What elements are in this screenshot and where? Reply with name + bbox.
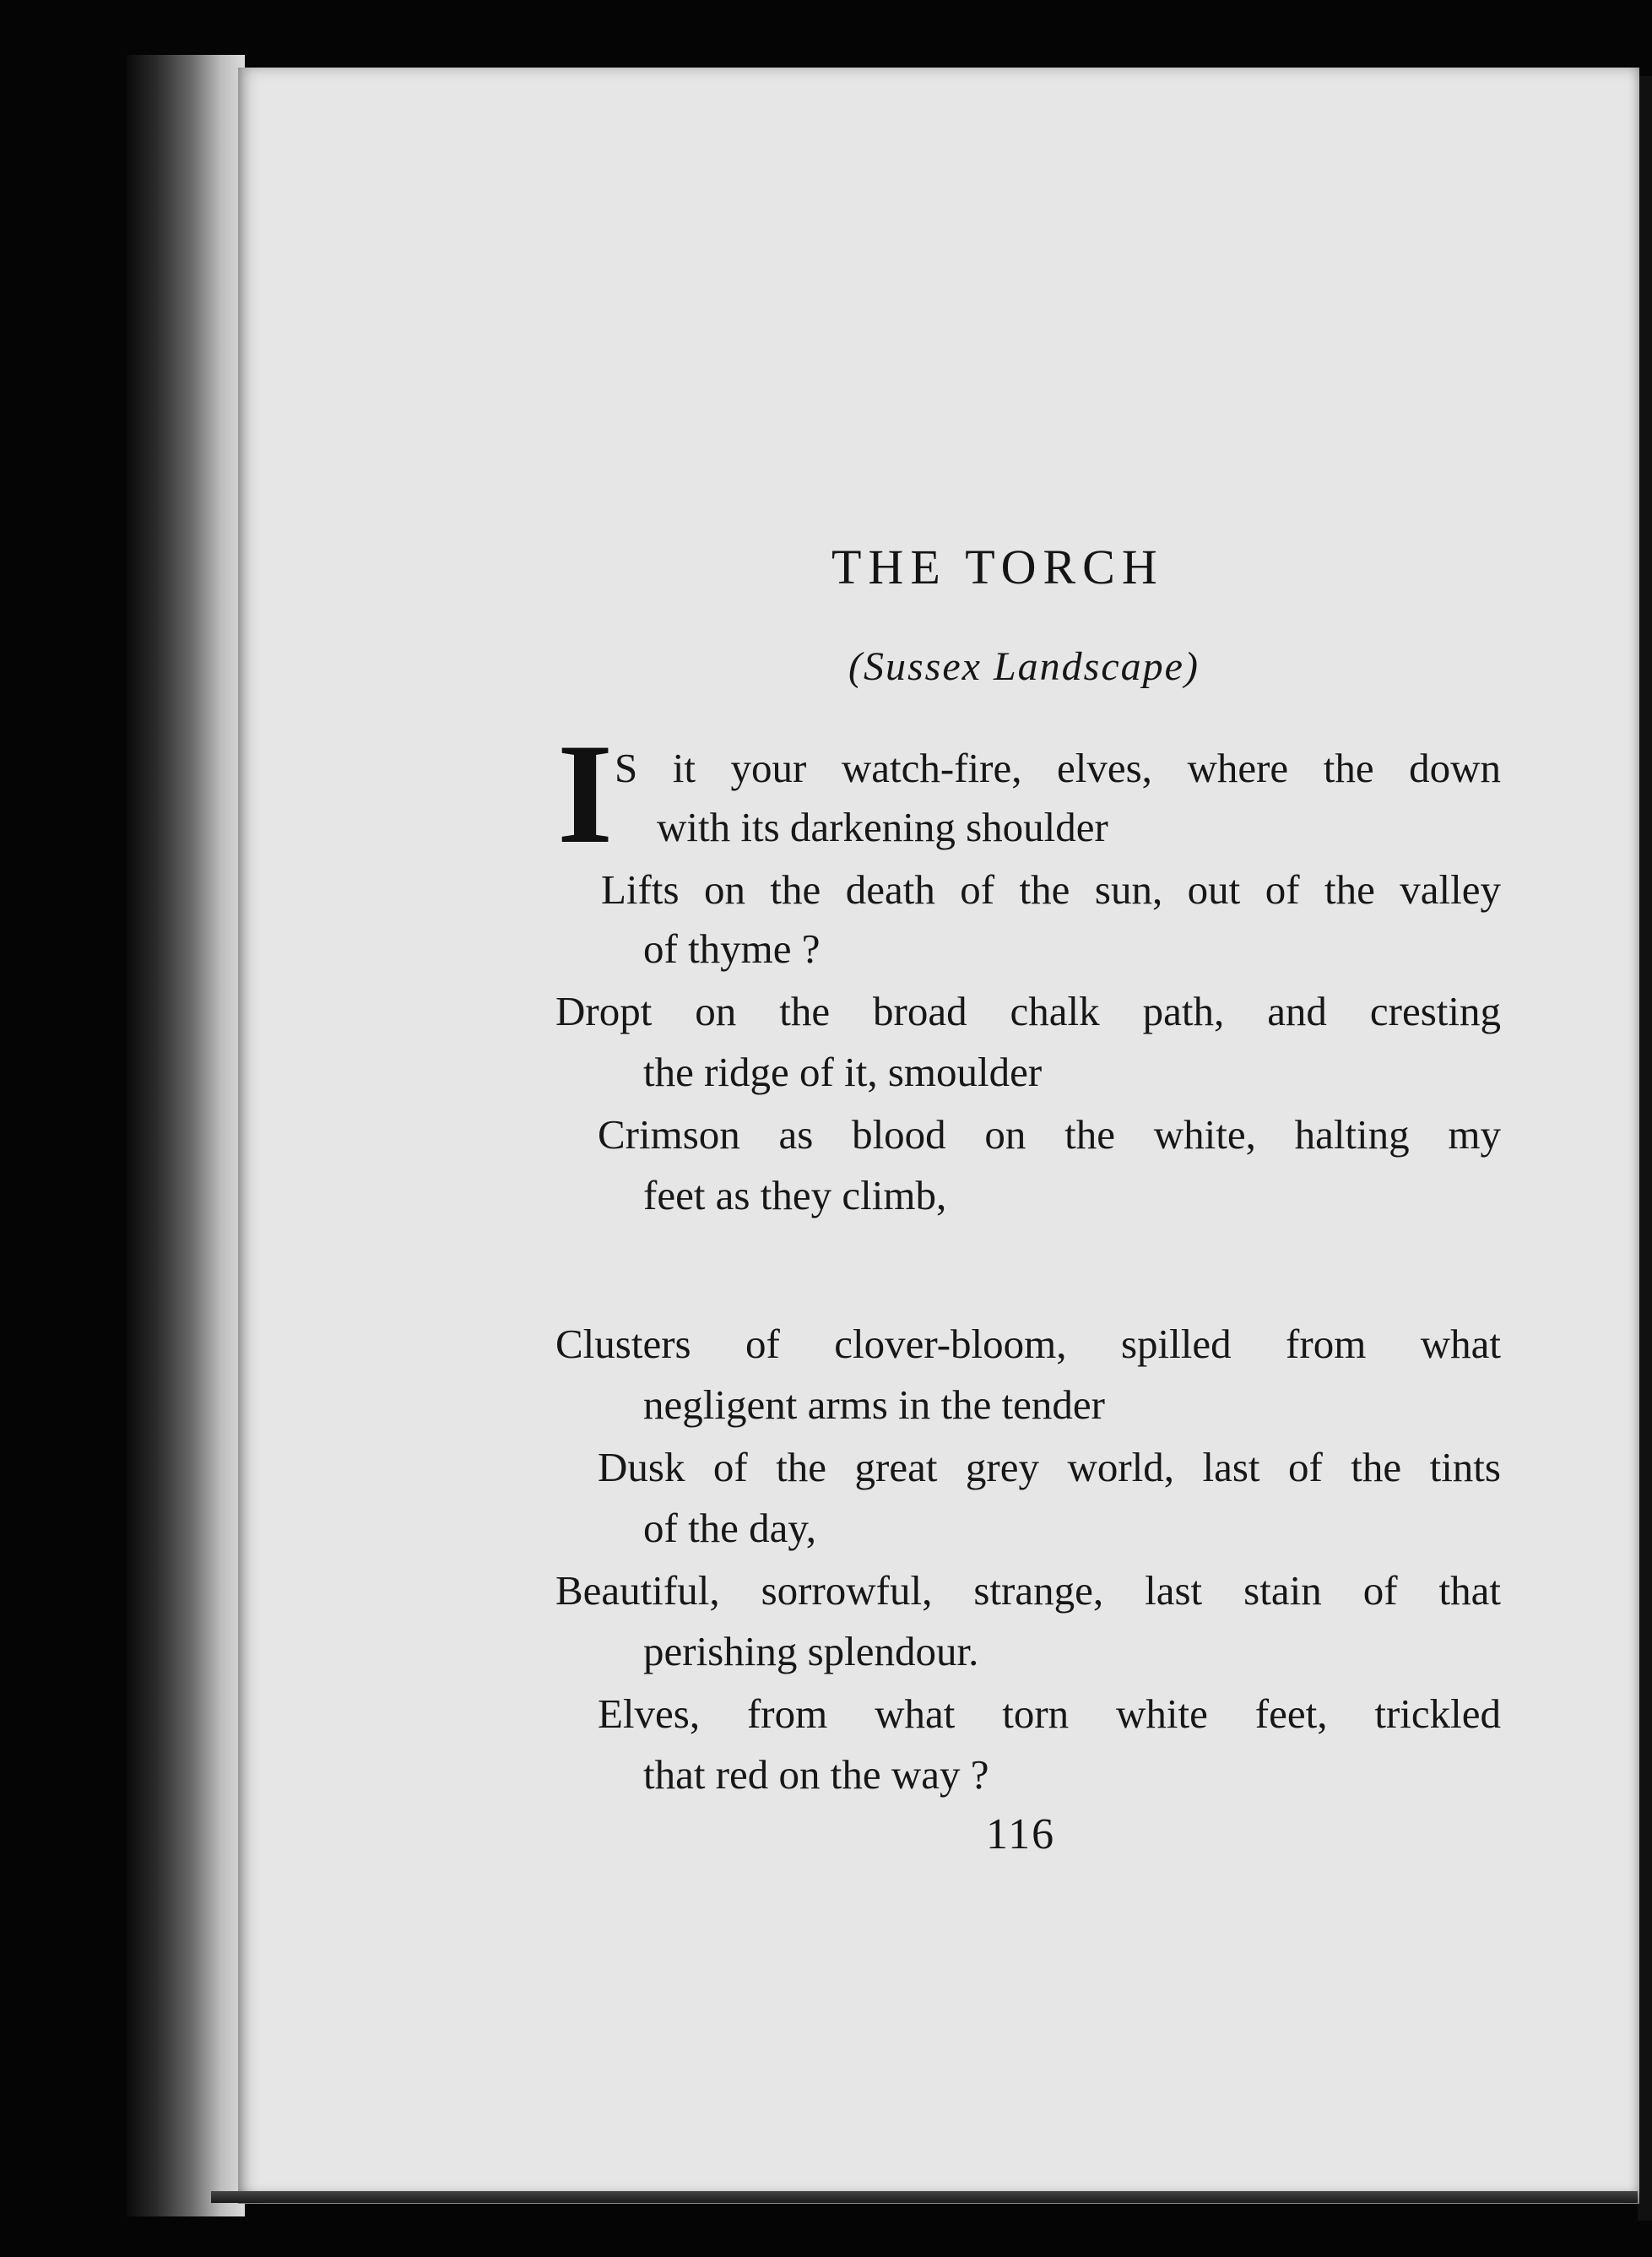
poem-line: the ridge of it, smoulder (643, 1049, 1043, 1095)
book-binding-edge (127, 55, 245, 2216)
poem-line: Lifts on the death of the sun, out of the valley (601, 866, 1501, 913)
poem-line: negligent arms in the tender (643, 1381, 1105, 1428)
poem-line: feet as they climb, (643, 1172, 947, 1218)
poem-line: of thyme ? (643, 925, 821, 972)
poem-line: Crimson as blood on the white, halting my (598, 1111, 1501, 1158)
poem-subtitle: (Sussex Landscape) (848, 644, 1200, 689)
poem-line: Elves, from what torn white feet, trickled (598, 1690, 1501, 1737)
poem-line: Dusk of the great grey world, last of the tints (598, 1444, 1501, 1490)
page-number: 116 (986, 1810, 1056, 1858)
poem-line: that red on the way ? (643, 1751, 989, 1798)
poem-title: THE TORCH (831, 540, 1164, 594)
page-bottom-edge (211, 2191, 1638, 2203)
page-right-edge (1638, 76, 1652, 2221)
poem-line: with its darkening shoulder (657, 804, 1108, 850)
poem-line: Clusters of clover-bloom, spilled from what (555, 1321, 1501, 1367)
poem-line: of the day, (643, 1505, 816, 1551)
poem-line: Dropt on the broad chalk path, and cresting (555, 988, 1501, 1034)
poem-line: perishing splendour. (643, 1628, 979, 1674)
drop-cap: I (557, 714, 614, 873)
poem-line: S it your watch-fire, elves, where the down (615, 745, 1501, 791)
poem-line: Beautiful, sorrowful, strange, last stain of that (555, 1567, 1501, 1614)
